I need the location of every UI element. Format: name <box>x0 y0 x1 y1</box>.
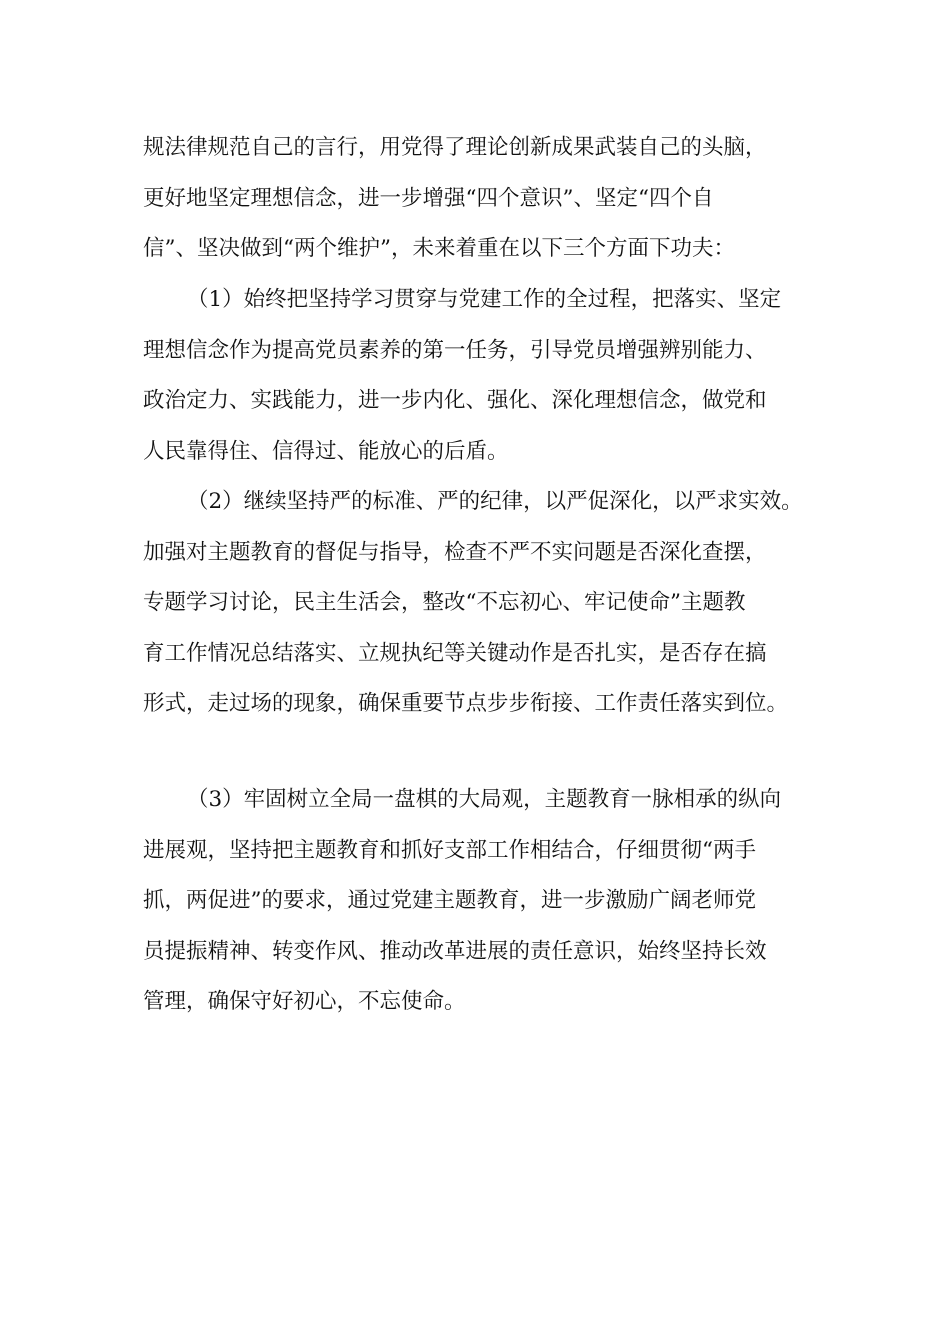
text-line: 形式，走过场的现象，确保重要节点步步衔接、工作责任落实到位。 <box>143 691 789 716</box>
paragraph-point-2 <box>143 477 823 730</box>
text-line: 人民靠得住、信得过、能放心的后盾。 <box>143 438 509 464</box>
text-line: （3）牢固树立全局一盘棋的大局观，主题教育一脉相承的纵向 <box>187 787 782 812</box>
paragraph-point-3 <box>143 775 823 1028</box>
text-line: 进展观，坚持把主题教育和抓好支部工作相结合，仔细贯彻“两手 <box>143 837 756 863</box>
text-line: 理想信念作为提高党员素养的第一任务，引导党员增强辨别能力、 <box>143 337 767 363</box>
text-line: 员提振精神、转变作风、推动改革进展的责任意识，始终坚持长效 <box>143 938 767 964</box>
text-line: 信”、坚决做到“两个维护”，未来着重在以下三个方面下功夫： <box>143 236 735 261</box>
text-line: 育工作情况总结落实、立规执纪等关键动作是否扎实，是否存在搞 <box>143 640 767 666</box>
paragraph-intro <box>143 123 823 275</box>
text-line: 更好地坚定理想信念，进一步增强“四个意识”、坚定“四个自 <box>143 185 714 211</box>
text-line: 抓，两促进”的要求，通过党建主题教育，进一步激励广阔老师党 <box>143 888 756 913</box>
text-line: （1）始终把坚持学习贯穿与党建工作的全过程，把落实、坚定 <box>187 287 782 312</box>
text-line: 政治定力、实践能力，进一步内化、强化、深化理想信念，做党和 <box>143 388 767 413</box>
text-line: （2）继续坚持严的标准、严的纪律，以严促深化，以严求实效。 <box>187 489 803 514</box>
text-line: 规法律规范自己的言行，用党得了理论创新成果武装自己的头脑， <box>143 135 767 160</box>
text-line: 专题学习讨论，民主生活会，整改“不忘初心、牢记使命”主题教 <box>143 590 746 615</box>
text-line: 加强对主题教育的督促与指导，检查不严不实问题是否深化查摆， <box>143 539 767 565</box>
paragraph-point-1 <box>143 275 823 477</box>
text-line: 管理，确保守好初心，不忘使命。 <box>143 989 466 1014</box>
